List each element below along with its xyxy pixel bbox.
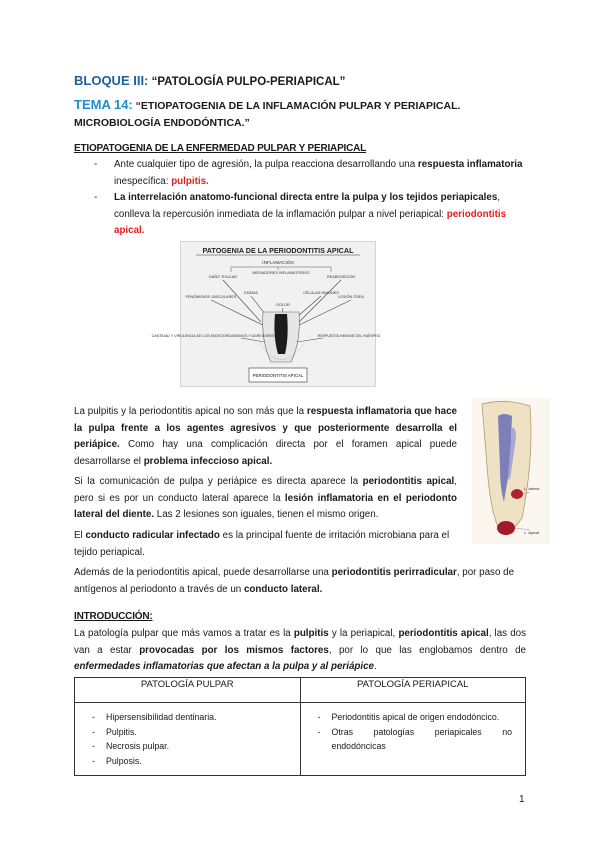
bloque-title: “PATOLOGÍA PULPO-PERIAPICAL”: [151, 76, 346, 88]
list-item: - Pulposis.: [76, 754, 299, 769]
etiopatogenia-bullets: [94, 157, 526, 240]
bloque-heading: [74, 73, 345, 88]
diagram-label-e: EDEMA: [244, 291, 258, 295]
bloque-label: BLOQUE III:: [74, 73, 149, 88]
tooth-label-apical: L. Apical: [524, 530, 540, 535]
table-cell-pulpar: [75, 703, 301, 776]
tooth-label-lateral: L. lateral: [524, 486, 540, 491]
tooth-illustration: [472, 398, 550, 544]
diagram-title: PATOGENIA DE LA PERIODONTITIS APICAL: [202, 246, 354, 255]
table-row: [75, 703, 526, 776]
diagram-label-h: LESIÓN ÓSEA: [338, 295, 364, 299]
table-cell-periapical: [300, 703, 526, 776]
paragraph-comunicacion: Si la comunicación de pulpa y periápice es directa aparece la periodontitis apical, pero si es por un conducto lateral aparece la lesión inflamatoria en el periodonto lateral del diente. Las 2 lesiones son iguales, tienen el mismo origen.: [74, 476, 458, 520]
paragraph-introduccion: La patología pulpar que más vamos a tratar es la pulpitis y la periapical, periodontitis apical, las dos van a estar provocadas por los mismos factores, por lo que las englobamos dentro de enfermedades inflamatorias que afectan a la pulpa y al periápice.: [74, 628, 527, 672]
tema-title: “ETIOPATOGENIA DE LA INFLAMACIÓN PULPAR Y PERIAPICAL. MICROBIOLOGÍA ENDODÓNTICA.”: [74, 100, 461, 129]
patologia-table: [74, 677, 526, 776]
diagram-label-g: CÉLULAS INMUNES: [303, 291, 339, 295]
diagram-label-a: DAÑO TISULAR: [209, 275, 237, 279]
list-item: - Pulpitis.: [76, 725, 299, 740]
paragraph-pulpitis-periodontitis: La pulpitis y la periodontitis apical no son más que la respuesta inflamatoria que hace la pulpa frente a los agentes agresivos y que posteriormente desarrolla el periápice. Como hay una complicación directa por el foramen apical puede desarrollarse el problema infeccioso apical.: [74, 406, 458, 467]
diagram-label-d: FENÓMENOS VASCULARES: [185, 295, 237, 299]
diagram-left-box: CANTIDAD Y VIRULENCIA DE LOS MICROORGANISMOS Y AGRESORES: [151, 334, 275, 338]
list-item: - Otras patologías periapicales no endodóncicas: [302, 725, 513, 754]
bullet-pulpitis: - Ante cualquier tipo de agresión, la pulpa reacciona desarrollando una respuesta inflamatoria inespecífica: pulpitis.: [94, 159, 523, 187]
page-number: 1: [519, 794, 525, 805]
table-header-periapical: PATOLOGÍA PERIAPICAL: [300, 678, 526, 703]
diagram-label-c: REABSORCIÓN: [326, 275, 356, 279]
list-item: - Periodontitis apical de origen endodóncico.: [302, 710, 513, 725]
table-header-pulpar: PATOLOGÍA PULPAR: [75, 678, 301, 703]
introduccion-heading: INTRODUCCIÓN:: [74, 611, 153, 622]
term-pulpitis: pulpitis.: [171, 175, 209, 187]
list-item: - Necrosis pulpar.: [76, 739, 299, 754]
tema-heading: [74, 96, 526, 132]
patogenia-diagram: [151, 241, 381, 387]
bullet-periodontitis: - La interrelación anatomo-funcional directa entre la pulpa y los tejidos periapicales, conlleva la repercusión inmediata de la inflamación pulpar a nivel periapical: periodontitis apical.: [94, 192, 507, 236]
list-item: - Hipersensibilidad dentinaria.: [76, 710, 299, 725]
etiopatogenia-heading: ETIOPATOGENIA DE LA ENFERMEDAD PULPAR Y PERIAPICAL: [74, 143, 367, 154]
diagram-bottom-box: PERIODONTITIS APICAL: [252, 373, 304, 378]
paragraph-conducto: El conducto radicular infectado es la principal fuente de irritación microbiana para el tejido periapical.: [74, 530, 450, 558]
diagram-label-b: MEDIADORES INFLAMATORIOS: [252, 271, 310, 275]
paragraph-perirradicular: Además de la periodontitis apical, puede desarrollarse una periodontitis perirradicular, por paso de antígenos al periodonto a través de un conducto lateral.: [74, 567, 515, 595]
diagram-label-f: DOLOR: [276, 303, 290, 307]
table-header-row: [75, 678, 526, 703]
term-periodontitis-apical: periodontitis apical.: [114, 208, 507, 236]
tema-label: TEMA 14:: [74, 97, 133, 112]
diagram-right-box: RESPUESTA INMUNE DEL HUÉSPED: [317, 334, 381, 338]
diagram-inflamacion: INFLAMACIÓN: [262, 260, 294, 265]
